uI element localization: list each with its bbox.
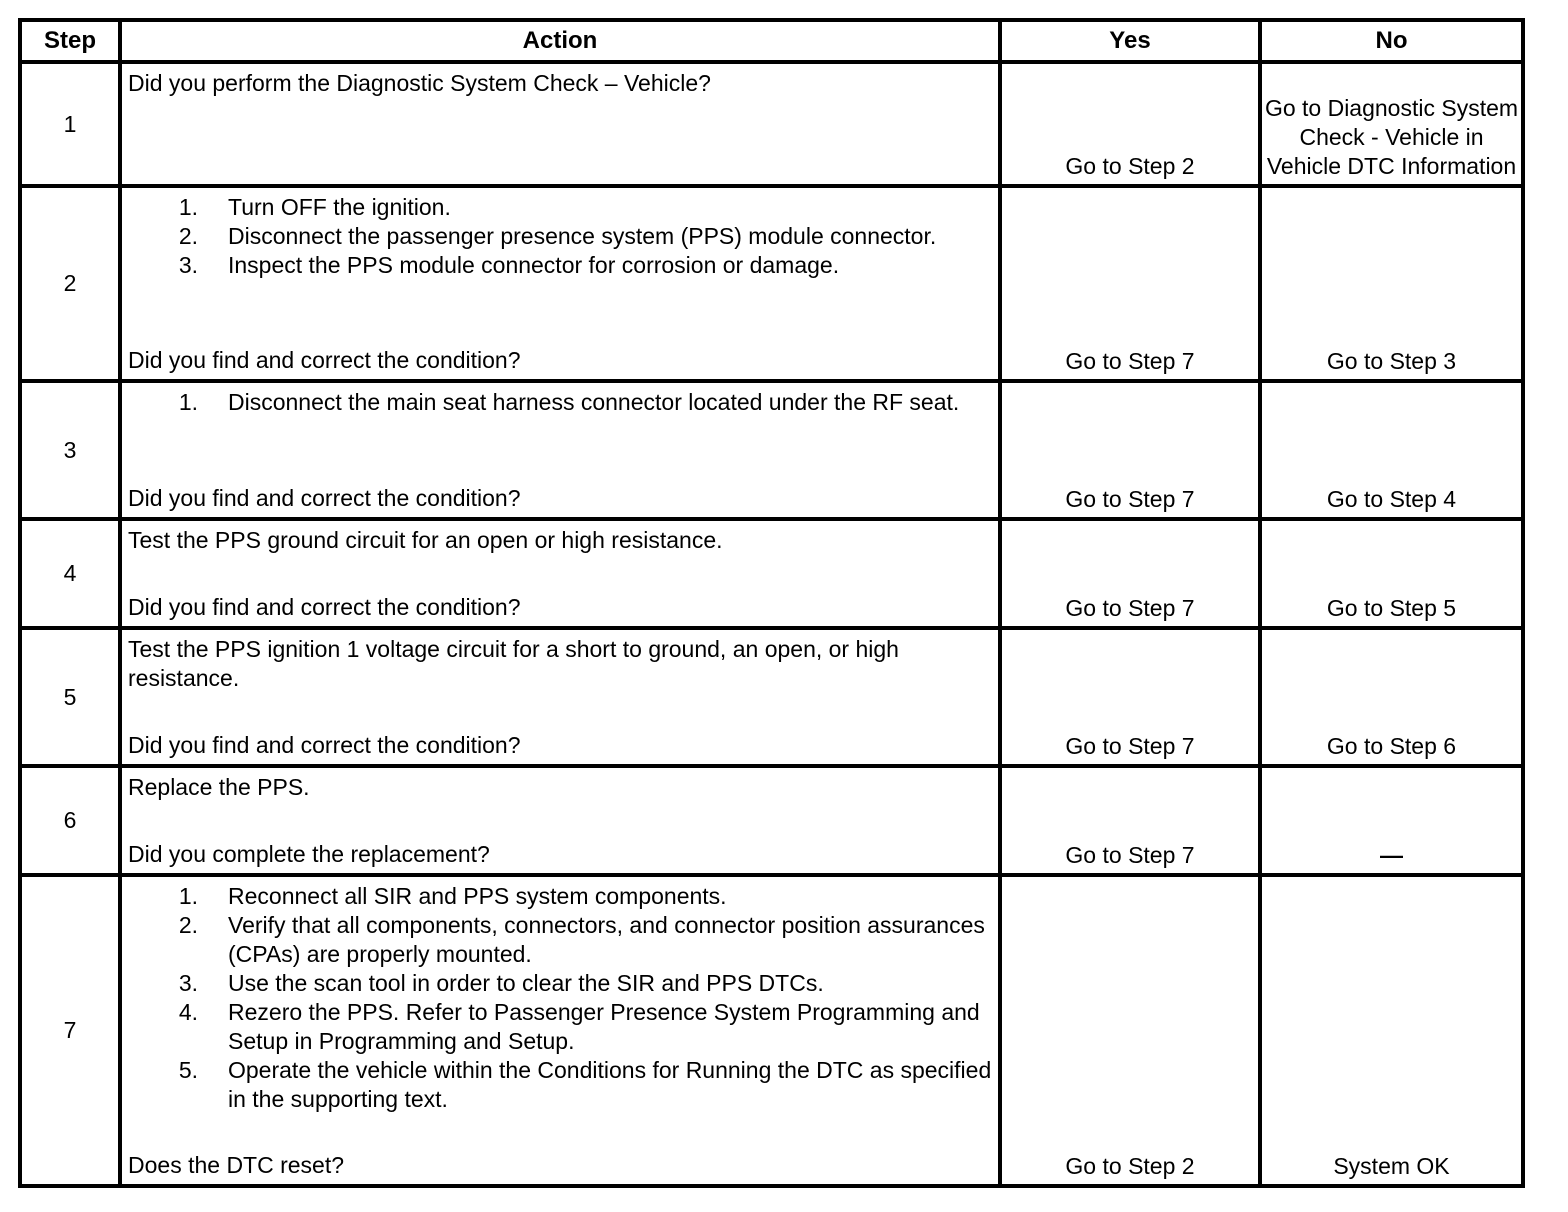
yes-result: Go to Step 7 xyxy=(1000,381,1260,519)
no-result: System OK xyxy=(1260,875,1523,1186)
action-text: Did you perform the Diagnostic System Check – Vehicle? xyxy=(128,70,711,96)
action-question: Did you find and correct the condition? xyxy=(128,594,521,620)
action-steps-list xyxy=(128,388,992,417)
list-item xyxy=(128,969,992,998)
list-item xyxy=(128,882,992,911)
header-row xyxy=(20,20,1523,62)
action-text: Test the PPS ignition 1 voltage circuit for a short to ground, an open, or high resistance. xyxy=(128,636,899,691)
header-no: No xyxy=(1260,20,1523,62)
yes-result: Go to Step 7 xyxy=(1000,766,1260,875)
step-number: 7 xyxy=(20,875,120,1186)
table-row xyxy=(20,519,1523,628)
step-number: 2 xyxy=(20,186,120,381)
action-text: Test the PPS ground circuit for an open or high resistance. xyxy=(128,527,723,553)
action-question: Does the DTC reset? xyxy=(128,1152,345,1178)
header-action: Action xyxy=(120,20,1000,62)
action-question: Did you find and correct the condition? xyxy=(128,732,521,758)
list-item-number: 5. xyxy=(178,1057,198,1083)
step-number: 4 xyxy=(20,519,120,628)
list-item xyxy=(128,998,992,1056)
yes-result: Go to Step 2 xyxy=(1000,62,1260,186)
list-item-number: 2. xyxy=(178,912,198,938)
table-row xyxy=(20,186,1523,381)
list-item-number: 4. xyxy=(178,999,198,1025)
yes-result: Go to Step 7 xyxy=(1000,186,1260,381)
step-number: 6 xyxy=(20,766,120,875)
action-text: Replace the PPS. xyxy=(128,774,310,800)
list-item-number: 1. xyxy=(178,194,198,220)
table-row xyxy=(20,875,1523,1186)
list-item-text: Turn OFF the ignition. xyxy=(228,194,451,220)
list-item-number: 1. xyxy=(178,389,198,415)
list-item xyxy=(128,193,992,222)
action-question: Did you find and correct the condition? xyxy=(128,347,521,373)
action-cell xyxy=(120,875,1000,1186)
diagnostic-table xyxy=(18,18,1525,1188)
action-steps-list xyxy=(128,882,992,1114)
no-result: Go to Step 6 xyxy=(1260,628,1523,766)
table-row xyxy=(20,766,1523,875)
step-number: 5 xyxy=(20,628,120,766)
list-item-text: Reconnect all SIR and PPS system components. xyxy=(228,883,727,909)
table-body xyxy=(20,62,1523,1186)
action-cell xyxy=(120,381,1000,519)
action-cell xyxy=(120,766,1000,875)
list-item xyxy=(128,1056,992,1114)
action-cell xyxy=(120,628,1000,766)
table-row xyxy=(20,628,1523,766)
action-question: Did you complete the replacement? xyxy=(128,841,490,867)
step-number: 1 xyxy=(20,62,120,186)
list-item-text: Rezero the PPS. Refer to Passenger Presence System Programming and Setup in Programming and Setup. xyxy=(228,999,980,1054)
yes-result: Go to Step 7 xyxy=(1000,628,1260,766)
list-item xyxy=(128,222,992,251)
no-result: — xyxy=(1260,766,1523,875)
action-cell xyxy=(120,186,1000,381)
action-steps-list xyxy=(128,193,992,280)
table-row xyxy=(20,62,1523,186)
list-item xyxy=(128,911,992,969)
table-row xyxy=(20,381,1523,519)
yes-result: Go to Step 7 xyxy=(1000,519,1260,628)
list-item-number: 3. xyxy=(178,252,198,278)
header-step: Step xyxy=(20,20,120,62)
list-item-text: Disconnect the passenger presence system (PPS) module connector. xyxy=(228,223,937,249)
header-yes: Yes xyxy=(1000,20,1260,62)
list-item-text: Operate the vehicle within the Conditions for Running the DTC as specified in the supporting text. xyxy=(228,1057,992,1112)
list-item-number: 3. xyxy=(178,970,198,996)
action-question: Did you find and correct the condition? xyxy=(128,485,521,511)
list-item-number: 1. xyxy=(178,883,198,909)
list-item-number: 2. xyxy=(178,223,198,249)
no-result: Go to Diagnostic System Check - Vehicle in Vehicle DTC Information xyxy=(1260,62,1523,186)
list-item-text: Verify that all components, connectors, and connector position assurances (CPAs) are properly mounted. xyxy=(228,912,985,967)
yes-result: Go to Step 2 xyxy=(1000,875,1260,1186)
list-item-text: Inspect the PPS module connector for corrosion or damage. xyxy=(228,252,840,278)
action-cell xyxy=(120,62,1000,186)
list-item-text: Disconnect the main seat harness connector located under the RF seat. xyxy=(228,389,960,415)
action-cell xyxy=(120,519,1000,628)
list-item xyxy=(128,251,992,280)
no-result: Go to Step 5 xyxy=(1260,519,1523,628)
list-item xyxy=(128,388,992,417)
no-result: Go to Step 3 xyxy=(1260,186,1523,381)
list-item-text: Use the scan tool in order to clear the SIR and PPS DTCs. xyxy=(228,970,824,996)
no-result: Go to Step 4 xyxy=(1260,381,1523,519)
step-number: 3 xyxy=(20,381,120,519)
